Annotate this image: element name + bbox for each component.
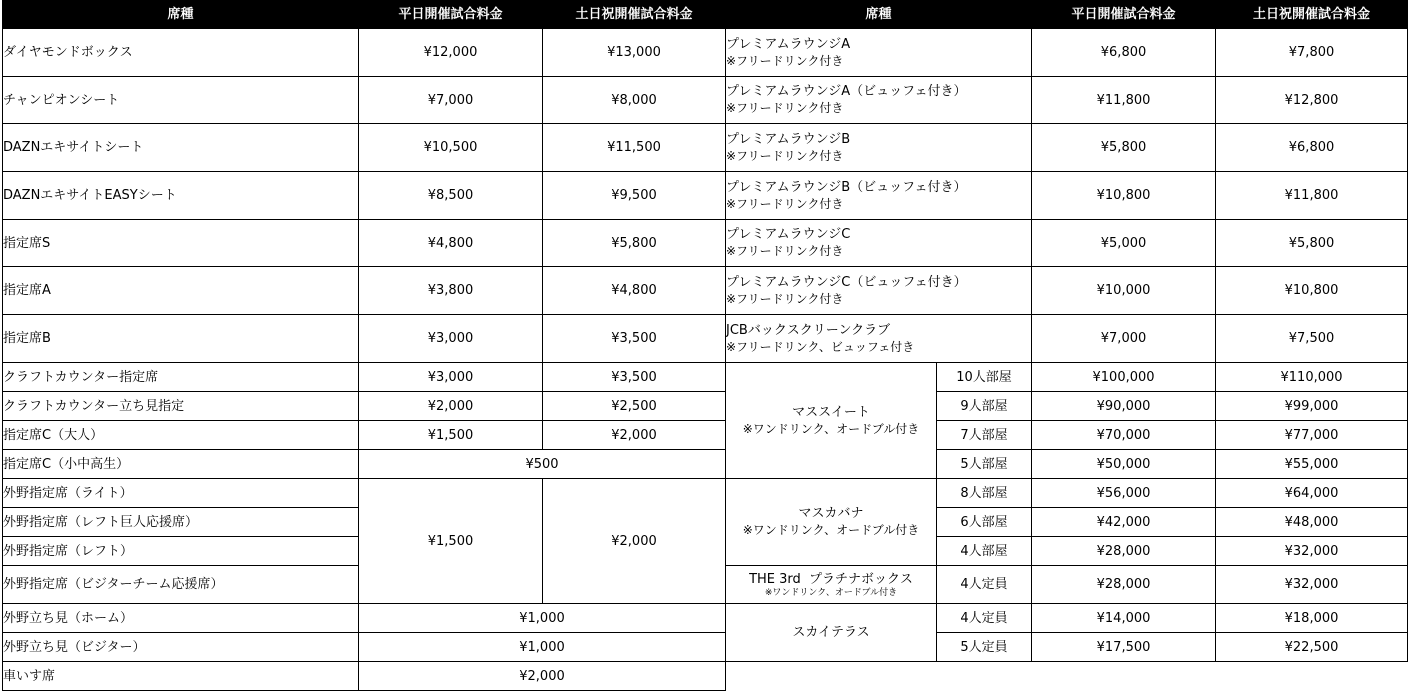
weekend-price: ¥5,800 [1216, 220, 1408, 267]
seat-name: 外野指定席（ビジターチーム応援席） [3, 566, 359, 604]
table-row [726, 220, 1408, 267]
room-size: 8人部屋 [937, 479, 1032, 508]
seat-note: ※ワンドリンク、オードブル付き [742, 523, 920, 537]
weekend-price: ¥9,500 [543, 172, 726, 220]
flat-price: ¥500 [359, 450, 726, 479]
weekend-price: ¥10,800 [1216, 267, 1408, 315]
mass-cabana-cell [726, 479, 937, 566]
table-row [3, 633, 726, 662]
lounge-cell [726, 29, 1032, 77]
lounge-cell [726, 172, 1032, 220]
seat-note: ※ワンドリンク、オードブル付き [742, 421, 920, 436]
weekend-price: ¥32,000 [1216, 537, 1408, 566]
weekend-price: ¥64,000 [1216, 479, 1408, 508]
weekday-price: ¥1,500 [359, 421, 543, 450]
seat-name: プレミアムラウンジC（ビュッフェ付き） [726, 274, 967, 290]
header-weekday-price: 平日開催試合料金 [359, 1, 543, 29]
weekend-price: ¥48,000 [1216, 508, 1408, 537]
weekend-price: ¥99,000 [1216, 392, 1408, 421]
table-row [726, 267, 1408, 315]
table-row [3, 315, 726, 363]
weekend-price: ¥3,500 [543, 315, 726, 363]
weekend-price: ¥55,000 [1216, 450, 1408, 479]
weekend-price: ¥11,800 [1216, 172, 1408, 220]
weekday-price: ¥10,000 [1032, 267, 1216, 315]
table-row [3, 267, 726, 315]
weekend-price: ¥4,800 [543, 267, 726, 315]
table-row [726, 315, 1408, 363]
outfield-weekday-price: ¥1,500 [359, 479, 543, 604]
weekday-price: ¥5,000 [1032, 220, 1216, 267]
seat-name: THE 3rd プラチナボックス [749, 571, 913, 587]
mass-suite-cell [726, 363, 937, 479]
seat-note: ※フリードリンク付き [726, 101, 844, 115]
weekday-price: ¥3,000 [359, 315, 543, 363]
seat-note: ※フリードリンク付き [726, 244, 844, 258]
room-size: 5人定員 [937, 633, 1032, 662]
room-size: 5人部屋 [937, 450, 1032, 479]
weekday-price: ¥42,000 [1032, 508, 1216, 537]
table-row [726, 566, 1408, 604]
weekday-price: ¥6,800 [1032, 29, 1216, 77]
room-size: 10人部屋 [937, 363, 1032, 392]
weekend-price: ¥77,000 [1216, 421, 1408, 450]
seat-name: マスカバナ [798, 506, 864, 521]
weekday-price: ¥17,500 [1032, 633, 1216, 662]
table-row [726, 479, 1408, 508]
weekday-price: ¥12,000 [359, 29, 543, 77]
weekday-price: ¥28,000 [1032, 537, 1216, 566]
room-size: 6人部屋 [937, 508, 1032, 537]
lounge-cell [726, 267, 1032, 315]
flat-price: ¥1,000 [359, 633, 726, 662]
weekday-price: ¥50,000 [1032, 450, 1216, 479]
room-size: 7人部屋 [937, 421, 1032, 450]
header-seat-type: 席種 [726, 1, 1032, 29]
seat-name: DAZNエキサイトシート [3, 124, 359, 172]
seat-name: プレミアムラウンジB（ビュッフェ付き） [726, 179, 967, 195]
weekend-price: ¥6,800 [1216, 124, 1408, 172]
weekday-price: ¥2,000 [359, 392, 543, 421]
weekday-price: ¥11,800 [1032, 77, 1216, 124]
header-weekday-price: 平日開催試合料金 [1032, 1, 1216, 29]
room-size: 4人定員 [937, 566, 1032, 604]
table-row [3, 77, 726, 124]
table-row [726, 124, 1408, 172]
weekday-price: ¥7,000 [359, 77, 543, 124]
left-price-table [2, 0, 726, 691]
weekday-price: ¥14,000 [1032, 604, 1216, 633]
weekday-price: ¥70,000 [1032, 421, 1216, 450]
outfield-weekend-price: ¥2,000 [543, 479, 726, 604]
seat-name: プレミアムラウンジC [726, 227, 851, 242]
weekday-price: ¥28,000 [1032, 566, 1216, 604]
seat-name: 指定席A [3, 267, 359, 315]
weekend-price: ¥22,500 [1216, 633, 1408, 662]
weekday-price: ¥56,000 [1032, 479, 1216, 508]
table-row [726, 604, 1408, 633]
seat-name: ダイヤモンドボックス [3, 29, 359, 77]
seat-name: チャンピオンシート [3, 77, 359, 124]
seat-name: スカイテラス [726, 604, 937, 662]
weekend-price: ¥18,000 [1216, 604, 1408, 633]
seat-name: 外野指定席（ライト） [3, 479, 359, 508]
header-weekend-price: 土日祝開催試合料金 [1216, 1, 1408, 29]
seat-name: 指定席C（大人） [3, 421, 359, 450]
header-row [3, 1, 726, 29]
seat-name: 外野立ち見（ホーム） [3, 604, 359, 633]
seat-name: DAZNエキサイトEASYシート [3, 172, 359, 220]
table-row [3, 662, 726, 691]
table-row [3, 479, 726, 508]
table-row [3, 363, 726, 392]
weekend-price: ¥7,500 [1216, 315, 1408, 363]
table-row [726, 77, 1408, 124]
seat-name: 外野指定席（レフト巨人応援席） [3, 508, 359, 537]
weekend-price: ¥13,000 [543, 29, 726, 77]
weekend-price: ¥3,500 [543, 363, 726, 392]
right-price-table [725, 0, 1408, 662]
seat-note: ※フリードリンク付き [726, 196, 844, 211]
seat-name: 車いす席 [3, 662, 359, 691]
table-row [3, 421, 726, 450]
flat-price: ¥1,000 [359, 604, 726, 633]
weekend-price: ¥8,000 [543, 77, 726, 124]
weekday-price: ¥100,000 [1032, 363, 1216, 392]
weekday-price: ¥10,500 [359, 124, 543, 172]
lounge-cell [726, 315, 1032, 363]
weekday-price: ¥8,500 [359, 172, 543, 220]
seat-name: マススイート [792, 404, 870, 420]
seat-name: JCBバックスクリーンクラブ [726, 322, 891, 338]
room-size: 4人定員 [937, 604, 1032, 633]
lounge-cell [726, 124, 1032, 172]
weekday-price: ¥90,000 [1032, 392, 1216, 421]
seat-note: ※フリードリンク付き [726, 148, 844, 163]
weekday-price: ¥3,800 [359, 267, 543, 315]
lounge-cell [726, 220, 1032, 267]
seat-name: 指定席S [3, 220, 359, 267]
seat-name: クラフトカウンター指定席 [3, 363, 359, 392]
weekday-price: ¥5,800 [1032, 124, 1216, 172]
weekend-price: ¥7,800 [1216, 29, 1408, 77]
table-row [3, 220, 726, 267]
table-row [3, 172, 726, 220]
room-size: 9人部屋 [937, 392, 1032, 421]
weekday-price: ¥10,800 [1032, 172, 1216, 220]
header-weekend-price: 土日祝開催試合料金 [543, 1, 726, 29]
weekend-price: ¥32,000 [1216, 566, 1408, 604]
seat-name: プレミアムラウンジA [726, 36, 851, 52]
lounge-cell [726, 77, 1032, 124]
table-row [3, 450, 726, 479]
weekend-price: ¥11,500 [543, 124, 726, 172]
table-row [726, 172, 1408, 220]
weekend-price: ¥12,800 [1216, 77, 1408, 124]
flat-price: ¥2,000 [359, 662, 726, 691]
table-row [726, 363, 1408, 392]
seat-name: クラフトカウンター立ち見指定 [3, 392, 359, 421]
weekend-price: ¥110,000 [1216, 363, 1408, 392]
platinum-box-cell [726, 566, 937, 604]
weekend-price: ¥2,000 [543, 421, 726, 450]
table-row [3, 604, 726, 633]
seat-name: 指定席B [3, 315, 359, 363]
seat-note: ※フリードリンク、ビュッフェ付き [726, 339, 915, 354]
header-seat-type: 席種 [3, 1, 359, 29]
weekday-price: ¥4,800 [359, 220, 543, 267]
seat-name: 外野指定席（レフト） [3, 537, 359, 566]
weekend-price: ¥5,800 [543, 220, 726, 267]
seat-note: ※フリードリンク付き [726, 53, 844, 68]
table-row [3, 124, 726, 172]
seat-note: ※ワンドリンク、オードブル付き [764, 587, 898, 598]
seat-name: プレミアムラウンジB [726, 131, 851, 147]
room-size: 4人部屋 [937, 537, 1032, 566]
seat-name: 指定席C（小中高生） [3, 450, 359, 479]
weekday-price: ¥3,000 [359, 363, 543, 392]
weekend-price: ¥2,500 [543, 392, 726, 421]
seat-name: プレミアムラウンジA（ビュッフェ付き） [726, 84, 967, 99]
seat-name: 外野立ち見（ビジター） [3, 633, 359, 662]
table-row [3, 29, 726, 77]
table-row [726, 29, 1408, 77]
seat-note: ※フリードリンク付き [726, 291, 844, 306]
header-row [726, 1, 1408, 29]
table-row [3, 392, 726, 421]
weekday-price: ¥7,000 [1032, 315, 1216, 363]
